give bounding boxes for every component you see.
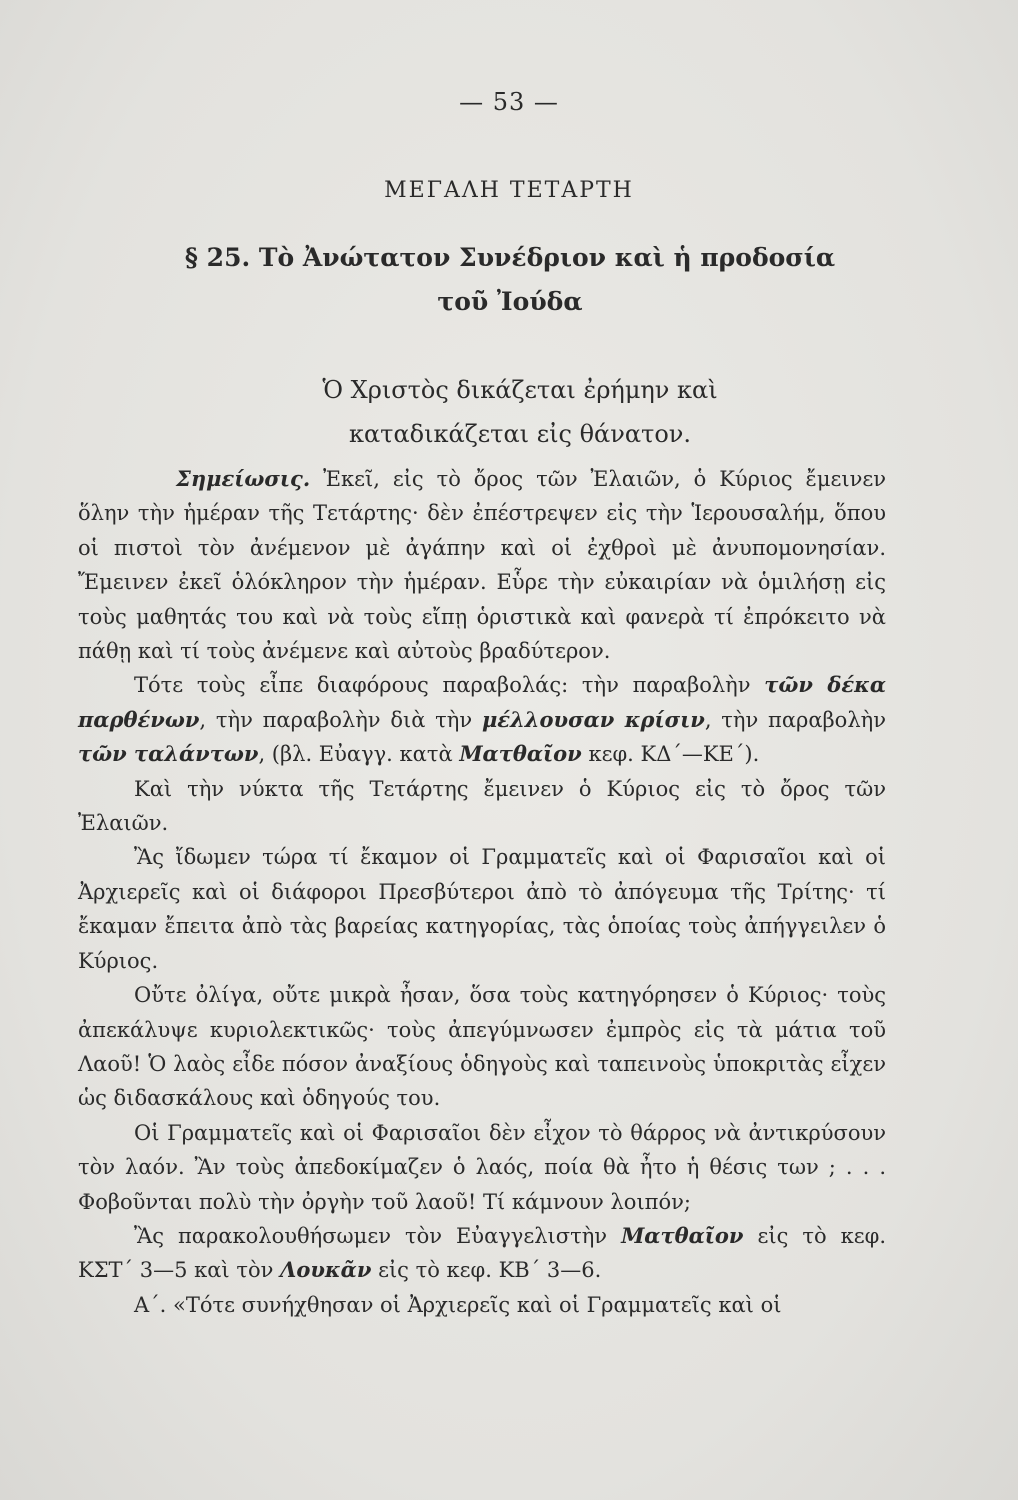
- text-run: , τὴν παραβολὴν: [704, 707, 886, 732]
- emphasis-talents: τῶν ταλάντων: [78, 741, 259, 767]
- paragraph-accusations: Οὔτε ὀλίγα, οὔτε μικρὰ ἦσαν, ὅσα τοὺς κατηγόρησεν ὁ Κύριος· τοὺς ἀπεκάλυψε κυριολεκτικῶς· τοὺς ἀπεγύμνωσεν ἐμπρὸς εἰς τὰ μάτια τοῦ Λαοῦ! Ὁ λαὸς εἶδε πόσον ἀναξίους ὁδηγοὺς καὶ ταπεινοὺς ὑποκριτὰς εἶχεν ὡς διδασκάλους καὶ ὁδηγούς του.: [78, 983, 886, 1111]
- paragraph-gospel-ref: [78, 1219, 886, 1288]
- text-run: εἰς τὸ κεφ. ΚΣΤ΄ 3—5 καὶ τὸν: [78, 1223, 886, 1283]
- text-run: , (βλ. Εὐαγγ. κατὰ: [258, 742, 460, 767]
- paragraph-quote-start: Α΄. «Τότε συνήχθησαν οἱ Ἀρχιερεῖς καὶ οἱ Γραμματεῖς καὶ οἱ: [134, 1292, 782, 1317]
- body-text: [78, 462, 886, 1322]
- paragraph-night: Καὶ τὴν νύκτα τῆς Τετάρτης ἔμεινεν ὁ Κύριος εἰς τὸ ὄρος τῶν Ἐλαιῶν.: [78, 776, 886, 836]
- note-text: Ἐκεῖ, εἰς τὸ ὄρος τῶν Ἐλαιῶν, ὁ Κύριος ἔμεινεν ὅλην τὴν ἡμέραν τῆς Τετάρτης· δὲν ἐπέστρεψεν εἰς τὴν Ἱερουσαλήμ, ὅπου οἱ πιστοὶ τὸν ἀνέμενον μὲ ἀγάπην καὶ οἱ ἐχθροὶ μὲ ἀνυπομονησίαν. Ἔμεινεν ἐκεῖ ὁλόκληρον τὴν ἡμέραν. Εὗρε τὴν εὐκαιρίαν νὰ ὁμιλήσῃ εἰς τοὺς μαθητάς του καὶ νὰ τοὺς εἴπῃ ὁριστικὰ καὶ φανερὰ τί ἐπρόκειτο νὰ πάθῃ καὶ τί τοὺς ἀνέμενε καὶ αὐτοὺς βραδύτερον.: [78, 467, 886, 664]
- subtitle-line-2: καταδικάζεται εἰς θάνατον.: [348, 420, 692, 448]
- section-title: [120, 236, 900, 324]
- note-label: Σημείωσις.: [176, 466, 311, 491]
- section-title-line-2: τοῦ Ἰούδα: [437, 287, 583, 316]
- text-run: Ἂς παρακολουθήσωμεν τὸν Εὐαγγελιστὴν: [134, 1223, 622, 1248]
- section-title-line-1: § 25. Τὸ Ἀνώτατον Συνέδριον καὶ ἡ προδοσία: [184, 243, 836, 272]
- page-number: — 53 —: [459, 88, 559, 116]
- paragraph-parables: [78, 668, 886, 771]
- paragraph-fear: Οἱ Γραμματεῖς καὶ οἱ Φαρισαῖοι δὲν εἶχον τὸ θάρρος νὰ ἀντικρύσουν τὸν λαόν. Ἂν τοὺς ἀπεδοκίμαζεν ὁ λαός, ποία θὰ ἦτο ἡ θέσις των ; . . . Φοβοῦνται πολὺ τὴν ὀργὴν τοῦ λαοῦ! Τί κάμνουν λοιπόν;: [78, 1120, 886, 1214]
- text-run: , τὴν παραβολὴν διὰ τὴν: [199, 707, 482, 732]
- emphasis-matthew: Ματθαῖον: [459, 741, 582, 767]
- emphasis-judgment: μέλλουσαν κρίσιν: [481, 706, 705, 732]
- subtitle-line-1: Ὁ Χριστὸς δικάζεται ἐρήμην καὶ: [322, 376, 718, 404]
- emphasis-ten-virgins: τῶν δέκα παρθένων: [78, 672, 886, 732]
- paragraph-note: [78, 462, 886, 668]
- day-title: ΜΕΓΑΛΗ ΤΕΤΑΡΤΗ: [384, 178, 634, 203]
- emphasis-luke: Λουκᾶν: [280, 1257, 372, 1283]
- paragraph-scribes: Ἂς ἴδωμεν τώρα τί ἔκαμον οἱ Γραμματεῖς καὶ οἱ Φαρισαῖοι καὶ οἱ Ἀρχιερεῖς καὶ οἱ διάφοροι Πρεσβύτεροι ἀπὸ τὸ ἀπόγευμα τῆς Τρίτης· τί ἔκαμαν ἔπειτα ἀπὸ τὰς βαρείας κατηγορίας, τὰς ὁποίας τοὺς ἀπήγγειλεν ὁ Κύριος.: [78, 845, 886, 973]
- subtitle: [240, 368, 800, 456]
- text-run: Τότε τοὺς εἶπε διαφόρους παραβολάς: τὴν παραβολὴν: [134, 673, 765, 698]
- text-run: κεφ. ΚΔ΄—ΚΕ΄).: [581, 742, 760, 767]
- emphasis-matthew: Ματθαῖον: [621, 1222, 744, 1248]
- text-run: εἰς τὸ κεφ. ΚΒ΄ 3—6.: [371, 1258, 602, 1283]
